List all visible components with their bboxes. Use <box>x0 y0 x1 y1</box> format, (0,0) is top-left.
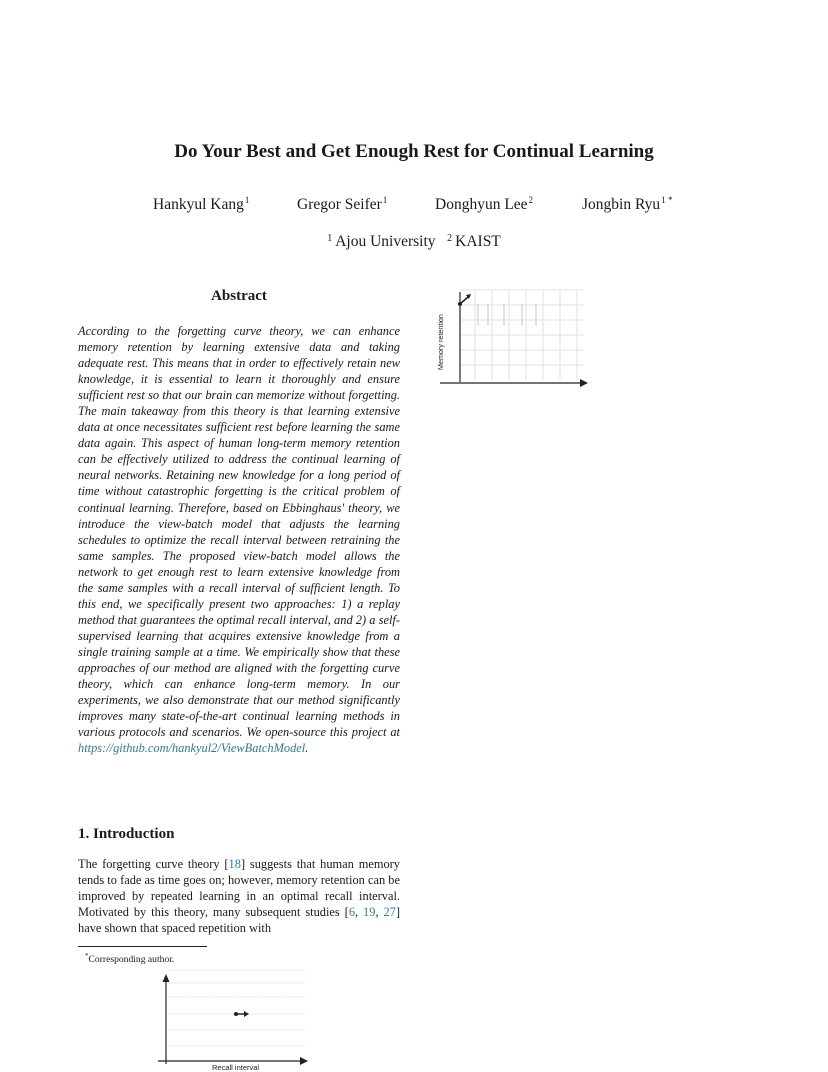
author-1 <box>153 195 249 214</box>
author-affiliation-mark: 1 * <box>661 195 673 205</box>
interval-arrow-icon <box>244 1011 249 1017</box>
intro-text: ] have shown that spaced repetition with <box>78 905 400 936</box>
author-affiliation-mark: 2 <box>528 195 534 205</box>
footnote-mark: * <box>85 952 89 960</box>
author-affiliation-mark: 1 <box>244 195 250 205</box>
affiliation-name: Ajou University <box>335 233 436 250</box>
introduction-body <box>78 856 400 936</box>
citation-link[interactable]: 6 <box>348 905 356 920</box>
footnote-rule <box>78 946 207 947</box>
author-name: Hankyul Kang <box>153 196 244 213</box>
figure-dotted-grid <box>168 970 306 1046</box>
interval-point <box>234 1012 238 1016</box>
figure-grid <box>460 290 584 380</box>
citation-link[interactable]: 27 <box>383 905 396 920</box>
intro-text: , <box>375 905 384 920</box>
intro-text: The forgetting curve theory [ <box>78 857 229 871</box>
figure-recall-interval <box>150 966 312 1072</box>
affiliations <box>0 233 828 251</box>
author-name: Donghyun Lee <box>435 196 528 213</box>
figure-ticks <box>478 304 536 326</box>
footnote-text: Corresponding author. <box>88 954 175 965</box>
retention-point <box>458 302 462 306</box>
citation-link[interactable]: 19 <box>363 905 376 920</box>
intro-text: ] suggests that human memory tends to fade as time goes on; however, memory retention can be improved by repeated learning in an optimal recall interval. Motivated by this theory, many subsequent studies [ <box>78 857 400 920</box>
author-list <box>0 195 828 215</box>
figure-memory-retention <box>430 284 590 388</box>
author-4 <box>582 195 672 214</box>
paper-title: Do Your Best and Get Enough Rest for Continual Learning <box>174 141 654 162</box>
abstract-heading: Abstract <box>211 288 267 304</box>
abstract-end: . <box>305 741 309 756</box>
affiliation-mark: 1 <box>327 233 333 244</box>
intro-text: , <box>355 905 364 920</box>
x-axis-arrow-icon <box>300 1057 308 1065</box>
author-name: Jongbin Ryu <box>582 196 661 213</box>
y-axis-arrow-icon <box>163 974 170 982</box>
author-name: Gregor Seifer <box>297 196 382 213</box>
abstract-text: According to the forgetting curve theory, we can enhance memory retention by learning extensive data and taking adequate rest. This means that in order to effectively retain new knowledge, it is essential to learn it thoroughly and ensure sufficient rest so that our brain can memorize without forgetting. The main takeaway from this theory is that learning extensive data at once necessitates sufficient rest before learning the same data again. This aspect of human long-term memory retention can be effectively utilized to address the continual learning of neural networks. Retaining new knowledge for a long period of time without catastrophic forgetting is the critical problem of continual learning. Therefore, based on Ebbinghaus' theory, we introduce the view-batch model that adjusts the learning schedules to optimize the recall interval between retraining the same samples. The proposed view-batch model allows the network to get enough rest to learn extensive knowledge from the same samples with a recall interval of sufficient length. To this end, we specifically present two approaches: 1) a replay method that guarantees the optimal recall interval, and 2) a self-supervised learning that acquires extensive knowledge from a single training sample at a time. We empirically show that these approaches of our method are aligned with the forgetting curve theory, which can enhance long-term memory. In our experiments, we also demonstrate that our method significantly improves many state-of-the-art continual learning methods in various protocols and scenarios. We open-source this project at <box>78 324 400 740</box>
github-link[interactable]: https://github.com/hankyul2/ViewBatchModel <box>78 741 306 756</box>
x-axis-arrow-icon <box>580 379 588 387</box>
footnote <box>85 952 174 965</box>
x-axis-label: Recall interval <box>212 1063 260 1072</box>
introduction-heading: 1. Introduction <box>78 826 175 842</box>
citation-link[interactable]: 18 <box>228 857 241 871</box>
affiliation-name: KAIST <box>455 233 501 250</box>
y-axis-label: Memory retention <box>436 314 445 370</box>
abstract-body <box>78 323 400 756</box>
author-2 <box>297 195 387 214</box>
affiliation-mark: 2 <box>447 233 453 244</box>
author-affiliation-mark: 1 <box>382 195 388 205</box>
author-3 <box>435 195 533 214</box>
